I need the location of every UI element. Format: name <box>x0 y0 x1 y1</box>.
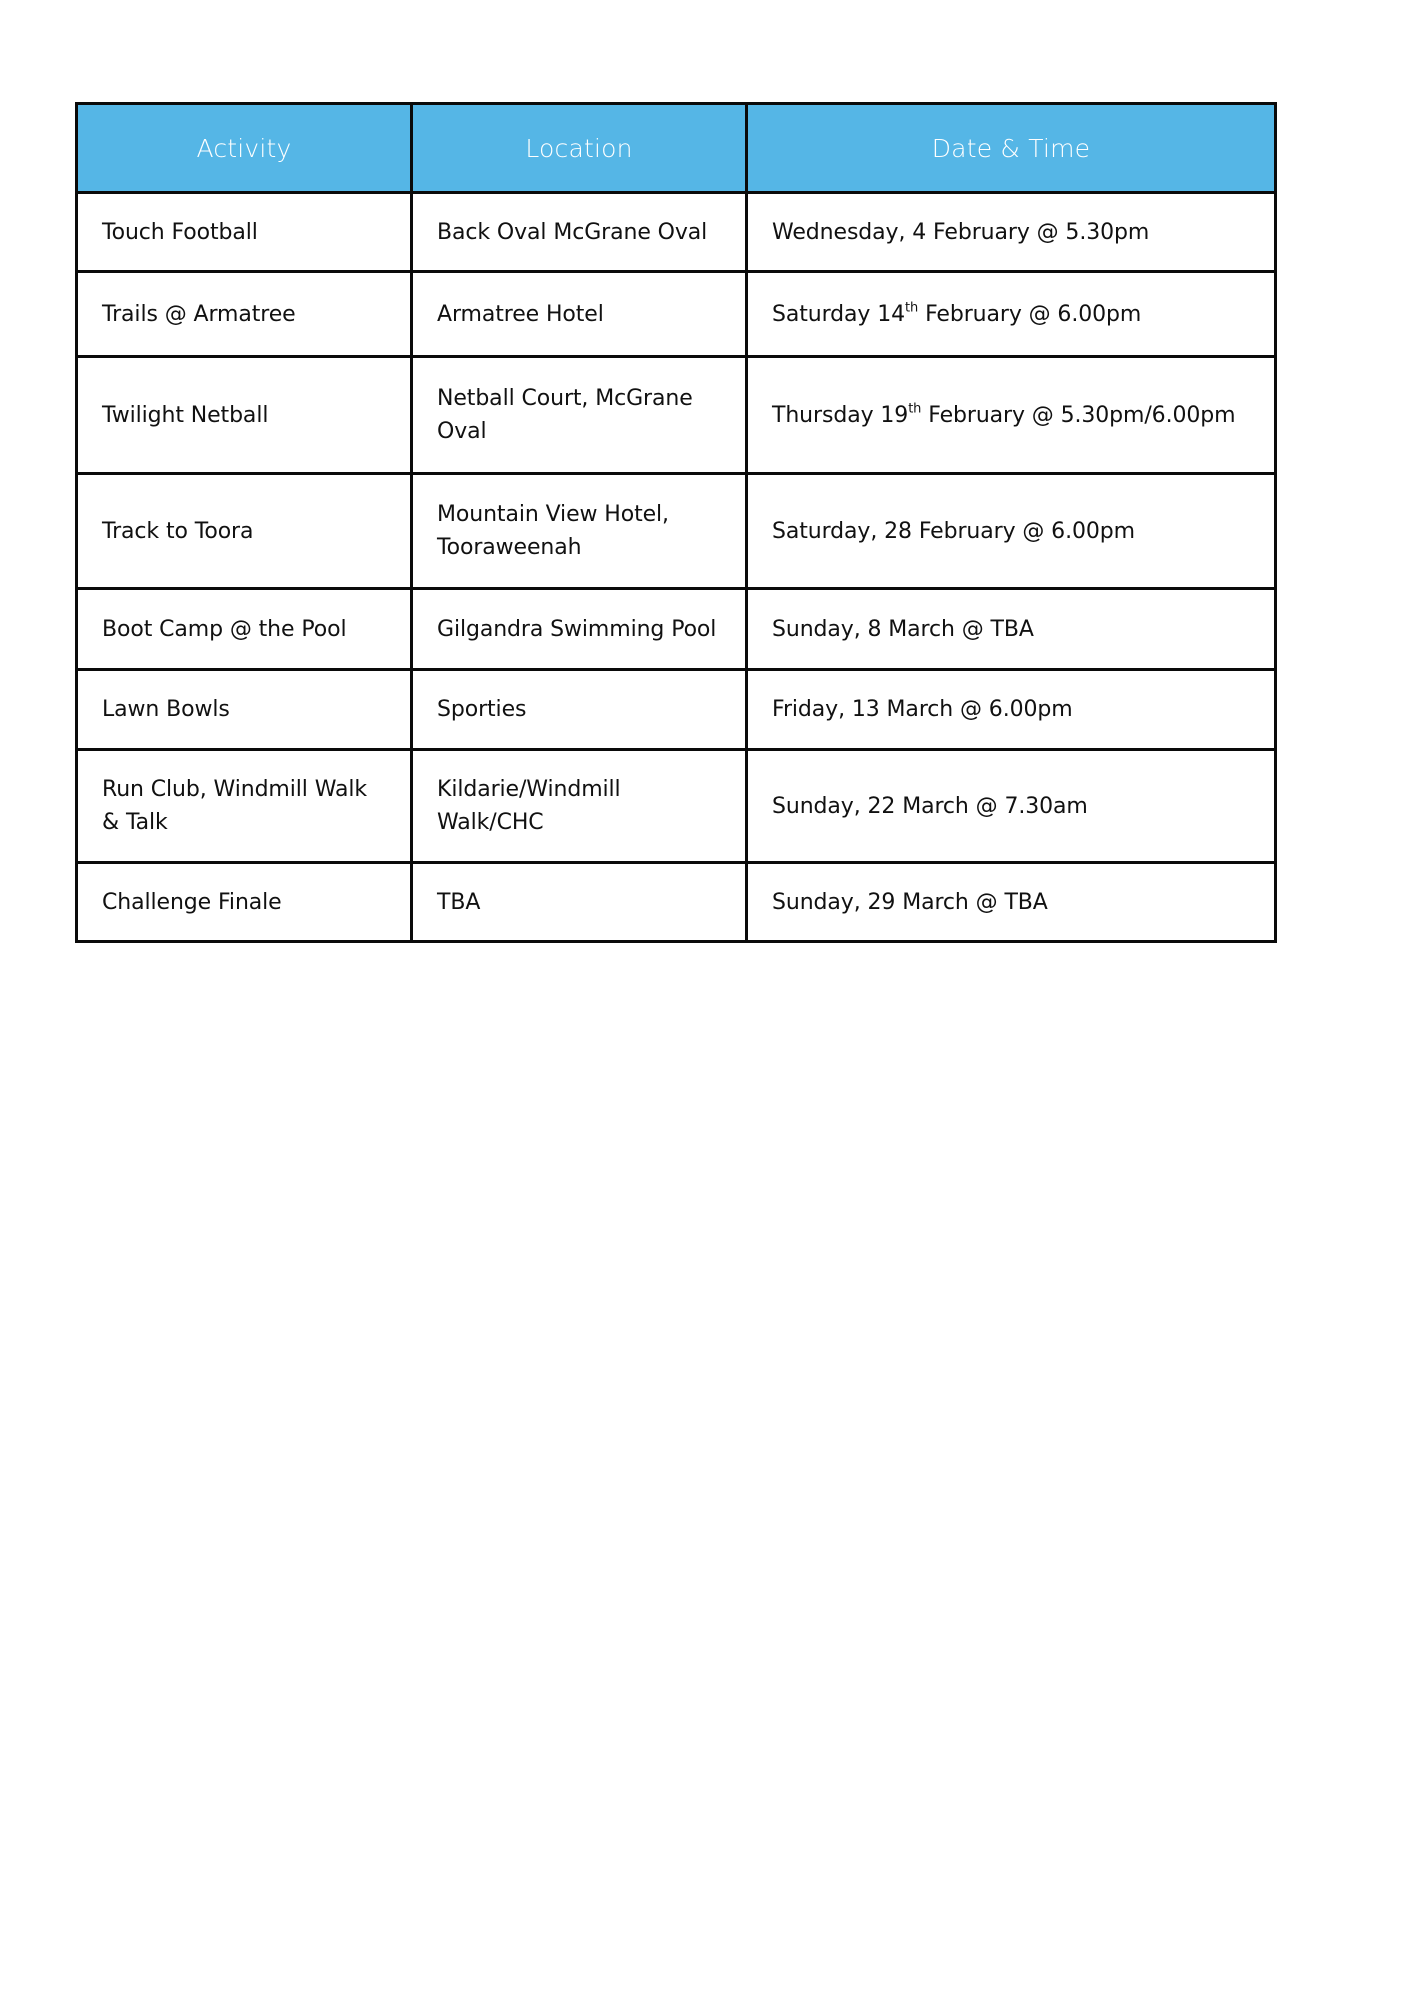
location-cell: Netball Court, McGrane Oval <box>412 357 747 474</box>
table-row <box>77 474 1276 589</box>
activity-cell: Run Club, Windmill Walk & Talk <box>77 750 412 863</box>
activity-schedule-table <box>75 102 1277 943</box>
header-date-time: Date & Time <box>747 104 1276 193</box>
activity-cell: Twilight Netball <box>77 357 412 474</box>
location-cell: Kildarie/Windmill Walk/CHC <box>412 750 747 863</box>
date-time-cell <box>747 193 1276 272</box>
date-time-cell <box>747 272 1276 357</box>
location-cell: Armatree Hotel <box>412 272 747 357</box>
location-cell: Sporties <box>412 670 747 750</box>
date-time-cell <box>747 474 1276 589</box>
date-text: Wednesday, 4 February @ 5.30pm <box>772 219 1150 245</box>
date-time-cell <box>747 750 1276 863</box>
header-location: Location <box>412 104 747 193</box>
table-row <box>77 589 1276 670</box>
ordinal-suffix: th <box>908 400 922 416</box>
date-text: Sunday, 22 March @ 7.30am <box>772 793 1088 819</box>
table-row <box>77 357 1276 474</box>
date-text-rest: February @ 5.30pm/6.00pm <box>921 402 1236 428</box>
table-header-row <box>77 104 1276 193</box>
date-text: Saturday, 28 February @ 6.00pm <box>772 518 1135 544</box>
date-time-cell <box>747 589 1276 670</box>
date-time-cell <box>747 863 1276 942</box>
date-text-rest: February @ 6.00pm <box>918 301 1142 327</box>
table-row <box>77 670 1276 750</box>
location-cell: TBA <box>412 863 747 942</box>
ordinal-suffix: th <box>905 299 919 315</box>
activity-cell: Trails @ Armatree <box>77 272 412 357</box>
location-cell: Back Oval McGrane Oval <box>412 193 747 272</box>
date-text: Thursday 19 <box>772 402 909 428</box>
activity-cell: Boot Camp @ the Pool <box>77 589 412 670</box>
date-text: Sunday, 8 March @ TBA <box>772 616 1034 642</box>
table-row <box>77 193 1276 272</box>
location-cell: Gilgandra Swimming Pool <box>412 589 747 670</box>
header-activity: Activity <box>77 104 412 193</box>
date-text: Saturday 14 <box>772 301 906 327</box>
table-row <box>77 863 1276 942</box>
table-row <box>77 272 1276 357</box>
location-cell: Mountain View Hotel, Tooraweenah <box>412 474 747 589</box>
date-time-cell <box>747 357 1276 474</box>
date-time-cell <box>747 670 1276 750</box>
activity-cell: Track to Toora <box>77 474 412 589</box>
activity-cell: Lawn Bowls <box>77 670 412 750</box>
activity-cell: Touch Football <box>77 193 412 272</box>
table-row <box>77 750 1276 863</box>
date-text: Sunday, 29 March @ TBA <box>772 889 1048 915</box>
date-text: Friday, 13 March @ 6.00pm <box>772 697 1073 722</box>
activity-cell: Challenge Finale <box>77 863 412 942</box>
